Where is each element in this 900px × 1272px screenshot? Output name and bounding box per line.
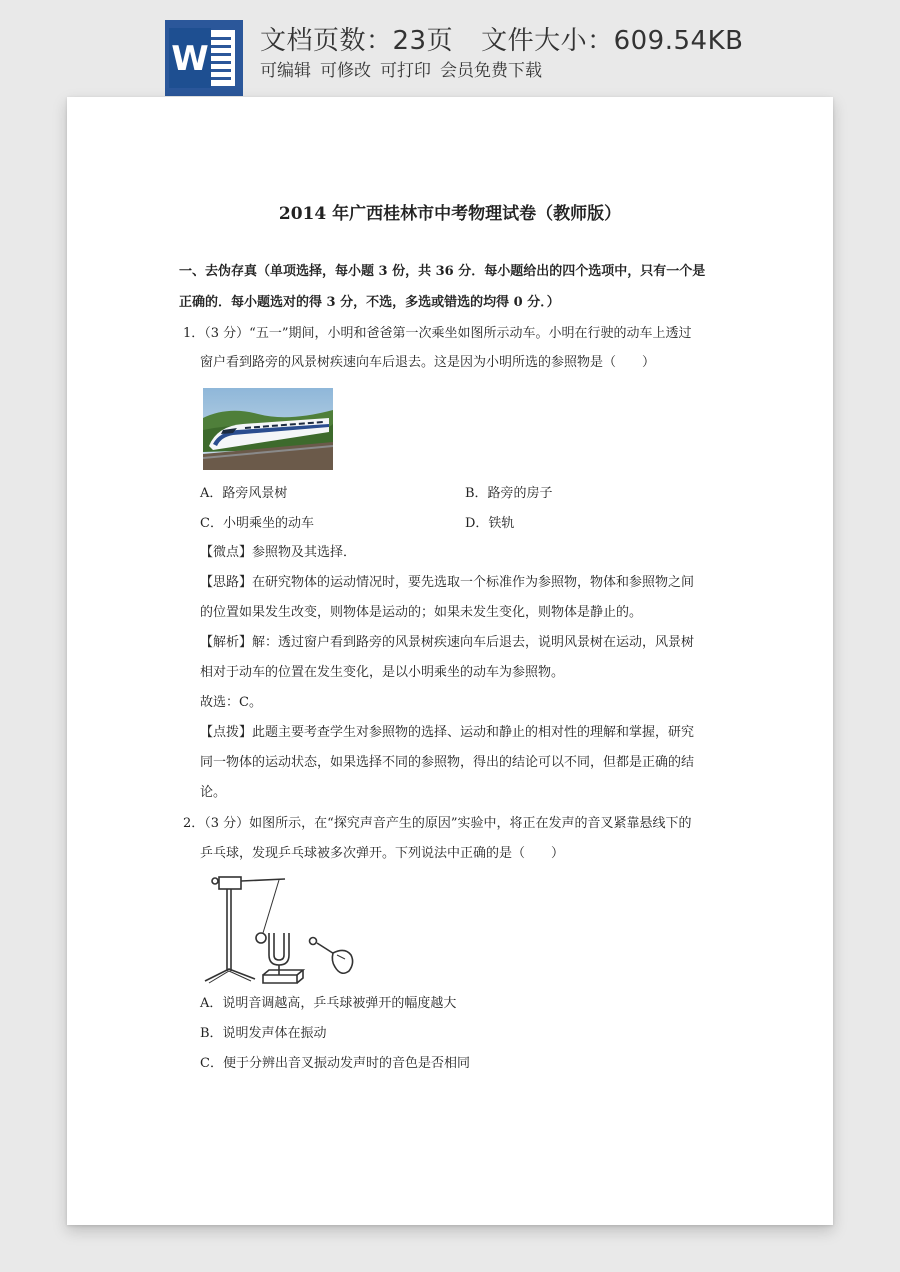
q1-option-d: D．铁轨 <box>465 516 515 531</box>
file-info <box>260 20 743 57</box>
q1-tip-line3: 论。 <box>200 785 227 800</box>
document-title: 2014 年广西桂林市中考物理试卷（教师版） <box>278 204 622 224</box>
q1-tip-line2: 同一物体的运动状态，如果选择不同的参照物，得出的结论可以不同，但都是正确的结 <box>200 755 695 770</box>
q1-tip <box>200 725 694 741</box>
q1-idea <box>200 575 694 591</box>
high-speed-train-photo <box>203 388 333 470</box>
q1-tip-label: 【点拨】 <box>200 725 253 740</box>
download-banner <box>0 0 900 100</box>
q1-stem-line2: 窗户看到路旁的风景树疾速向车后退去。这是因为小明所选的参照物是（ ） <box>200 355 656 370</box>
q1-analysis <box>200 635 694 651</box>
q1-option-c: C．小明乘坐的动车 <box>200 516 314 531</box>
q1-idea-label: 【思路】 <box>200 575 253 590</box>
file-size: 文件大小：609.54KB <box>481 26 744 56</box>
q2-option-b: B．说明发声体在振动 <box>200 1026 327 1041</box>
page-count: 文档页数：23页 <box>260 26 454 56</box>
q1-stem-line1: 1．（3 分）“五一”期间，小明和爸爸第一次乘坐如图所示动车。小明在行驶的动车上透过 <box>183 326 692 341</box>
feature-list <box>260 56 551 81</box>
feature-member-download: 会员免费下载 <box>440 61 542 81</box>
section-instructions-line2: 正确的．每小题选对的得 3 分，不选，多选或错选的均得 0 分．） <box>179 295 560 310</box>
q1-tip-line1: 此题主要考查学生对参照物的选择、运动和静止的相对性的理解和掌握，研究 <box>252 725 695 740</box>
q1-analysis-line1: 解：透过窗户看到路旁的风景树疾速向车后退去，说明风景树在运动，风景树 <box>252 635 695 650</box>
q2-option-c: C．便于分辨出音叉振动发声时的音色是否相同 <box>200 1056 470 1071</box>
q2-option-a: A．说明音调越高，乒乓球被弹开的幅度越大 <box>200 996 457 1011</box>
q1-analysis-line2: 相对于动车的位置在发生变化，是以小明乘坐的动车为参照物。 <box>200 665 565 680</box>
q1-point <box>200 545 356 561</box>
q1-analysis-label: 【解析】 <box>200 635 253 650</box>
q1-idea-line1: 在研究物体的运动情况时，要先选取一个标准作为参照物，物体和参照物之间 <box>252 575 695 590</box>
logo-letter: W <box>171 39 209 79</box>
q1-point-text: 参照物及其选择． <box>252 545 357 560</box>
tuning-fork-experiment-diagram <box>199 871 359 989</box>
feature-editable: 可编辑 <box>260 61 311 81</box>
document-page <box>67 97 833 1225</box>
q2-stem-line1: 2．（3 分）如图所示，在“探究声音产生的原因”实验中，将正在发声的音叉紧靠悬线下的 <box>183 816 692 831</box>
feature-modifiable: 可修改 <box>320 61 371 81</box>
q1-point-label: 【微点】 <box>200 545 253 560</box>
q1-option-b: B．路旁的房子 <box>465 486 553 501</box>
section-instructions-line1: 一、去伪存真（单项选择，每小题 3 份，共 36 分．每小题给出的四个选项中，只有一个是 <box>179 264 706 279</box>
q2-stem-line2: 乒乓球，发现乒乓球被多次弹开。下列说法中正确的是（ ） <box>200 846 565 861</box>
word-document-icon <box>165 20 243 96</box>
feature-printable: 可打印 <box>380 61 431 81</box>
q1-idea-line2: 的位置如果发生改变，则物体是运动的；如果未发生变化，则物体是静止的。 <box>200 605 643 620</box>
q1-answer: 故选：C。 <box>200 695 262 710</box>
q1-option-a: A．路旁风景树 <box>200 486 288 501</box>
